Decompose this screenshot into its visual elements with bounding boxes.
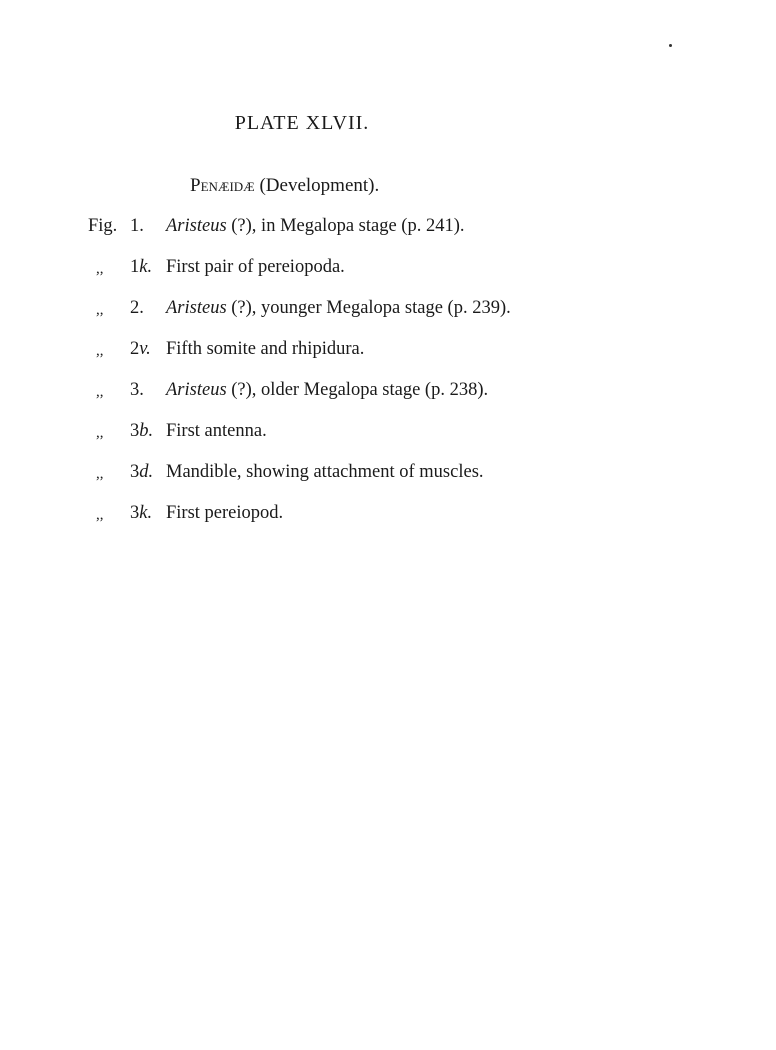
figure-row xyxy=(88,418,748,459)
figure-number-main: 3. xyxy=(130,380,144,400)
figure-row xyxy=(88,213,748,254)
figure-description xyxy=(166,377,488,403)
figure-prefix: ,, xyxy=(96,425,104,441)
figure-caption-text: Mandible, showing attachment of muscles. xyxy=(166,462,484,482)
figure-number-suffix: k. xyxy=(139,503,153,523)
figure-description xyxy=(166,418,267,444)
figure-row xyxy=(88,377,748,418)
figure-number-suffix: k. xyxy=(139,257,153,277)
figure-number xyxy=(130,377,144,403)
figure-description xyxy=(166,336,364,362)
figure-prefix: ,, xyxy=(96,384,104,400)
section-heading xyxy=(190,175,379,197)
figure-row xyxy=(88,459,748,500)
figure-number-suffix: d. xyxy=(139,462,154,482)
figure-row xyxy=(88,336,748,377)
figure-list xyxy=(88,213,748,541)
figure-number xyxy=(130,213,144,239)
figure-caption-text: (?), older Megalopa stage (p. 238). xyxy=(226,380,489,400)
section-family-name: Penæidæ xyxy=(190,175,255,196)
figure-number xyxy=(130,254,152,280)
figure-number-suffix: v. xyxy=(139,339,151,359)
figure-prefix: ,, xyxy=(96,507,104,523)
figure-number-main: 3 xyxy=(130,421,140,441)
figure-genus-name: Aristeus xyxy=(166,216,227,236)
figure-caption-text: (?), younger Megalopa stage (p. 239). xyxy=(226,298,511,318)
figure-prefix: Fig. xyxy=(88,216,118,236)
plate-title: PLATE XLVII. xyxy=(234,112,370,134)
figure-caption-text: (?), in Megalopa stage (p. 241). xyxy=(226,216,465,236)
figure-description xyxy=(166,213,465,239)
figure-number-main: 3 xyxy=(130,503,140,523)
figure-number-main: 2 xyxy=(130,339,140,359)
figure-genus-name: Aristeus xyxy=(166,298,227,318)
figure-number-main: 2. xyxy=(130,298,144,318)
figure-number xyxy=(130,500,152,526)
figure-number xyxy=(130,459,153,485)
figure-number xyxy=(130,418,153,444)
figure-number-main: 1 xyxy=(130,257,140,277)
figure-number-main: 3 xyxy=(130,462,140,482)
figure-description xyxy=(166,459,484,485)
figure-prefix: ,, xyxy=(96,466,104,482)
figure-caption-text: First pair of pereiopoda. xyxy=(166,257,345,277)
figure-prefix: ,, xyxy=(96,261,104,277)
figure-row xyxy=(88,254,748,295)
figure-row xyxy=(88,295,748,336)
figure-caption-text: First antenna. xyxy=(166,421,267,441)
page-speck-mark xyxy=(669,44,672,47)
figure-description xyxy=(166,295,511,321)
figure-description xyxy=(166,254,345,280)
figure-prefix: ,, xyxy=(96,343,104,359)
figure-row xyxy=(88,500,748,541)
figure-number-suffix: b. xyxy=(139,421,154,441)
figure-caption-text: First pereiopod. xyxy=(166,503,284,523)
figure-number xyxy=(130,336,151,362)
figure-genus-name: Aristeus xyxy=(166,380,227,400)
figure-caption-text: Fifth somite and rhipidura. xyxy=(166,339,365,359)
figure-prefix: ,, xyxy=(96,302,104,318)
figure-number xyxy=(130,295,144,321)
figure-description xyxy=(166,500,283,526)
figure-number-main: 1. xyxy=(130,216,144,236)
section-subtitle: (Development). xyxy=(259,175,380,196)
